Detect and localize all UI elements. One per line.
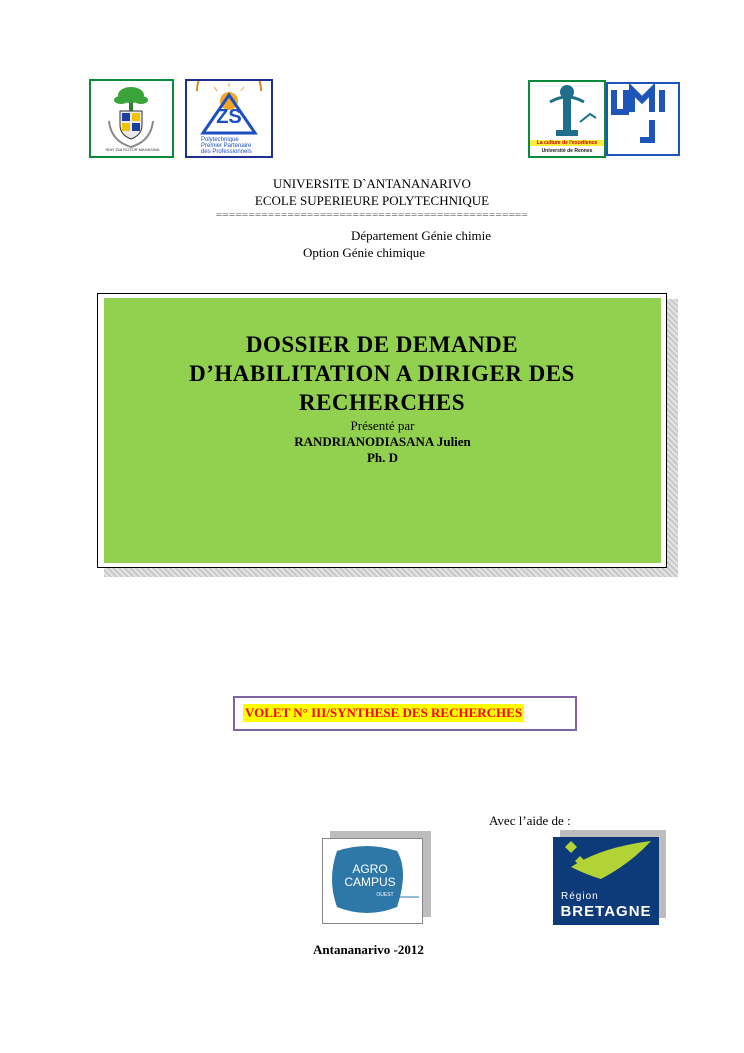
main-title-line-2: D’HABILITATION A DIRIGER DES xyxy=(189,361,575,386)
university-logo xyxy=(89,79,174,158)
polytechnique-logo-line: Premier Partenaire xyxy=(201,143,252,149)
rennes-logo-caption-2: Université de Rennes xyxy=(541,148,593,154)
place-year: Antananarivo -2012 xyxy=(313,942,424,957)
support-label: Avec l’aide de : xyxy=(489,813,571,828)
separator-line: ================================================ xyxy=(215,209,529,221)
polytechnique-logo-line: des Professionnels xyxy=(201,149,252,155)
bretagne-flag-icon xyxy=(553,837,659,892)
agrocampus-line: CAMPUS xyxy=(344,875,396,889)
polytechnique-logo-text xyxy=(201,137,252,155)
author-name: RANDRIANODIASANA Julien xyxy=(294,434,471,449)
university-logo-motto: IRAY DIA ROTOR MAHASINA xyxy=(105,147,160,152)
main-title-line-1: DOSSIER DE DEMANDE xyxy=(245,332,519,357)
rennes-logo-caption-1: La culture de l'excellence xyxy=(530,140,604,146)
agrocampus-line: OUEST xyxy=(376,892,394,898)
option-name: Option Génie chimique xyxy=(303,245,426,260)
department-name: Département Génie chimie xyxy=(351,228,492,243)
polytechnique-logo xyxy=(185,79,273,158)
uma-logo xyxy=(606,82,680,156)
svg-text:ZS: ZS xyxy=(216,106,242,128)
school-name: ECOLE SUPERIEURE POLYTECHNIQUE xyxy=(254,193,490,208)
bretagne-name-label: BRETAGNE xyxy=(560,903,652,920)
university-name: UNIVERSITE D`ANTANANARIVO xyxy=(273,176,471,191)
volet-box xyxy=(233,696,577,731)
presented-by: Présenté par xyxy=(350,418,415,433)
bretagne-region-label: Région xyxy=(561,891,599,902)
main-title-line-3: RECHERCHES xyxy=(298,390,466,415)
volet-label: VOLET N° III/SYNTHESE DES RECHERCHES xyxy=(245,705,523,720)
agrocampus-text xyxy=(335,863,405,902)
bretagne-logo xyxy=(553,837,659,925)
rennes-university-logo xyxy=(528,80,606,158)
polytechnique-logo-line: Polytechnique xyxy=(201,137,239,143)
author-degree: Ph. D xyxy=(366,450,399,465)
university-emblem-icon xyxy=(91,81,172,156)
tree-statue-icon xyxy=(530,82,604,138)
polytechnique-emblem-icon xyxy=(187,81,271,135)
agrocampus-logo xyxy=(322,838,423,924)
agrocampus-line: AGRO xyxy=(352,862,388,876)
uma-monogram-icon xyxy=(608,84,678,154)
